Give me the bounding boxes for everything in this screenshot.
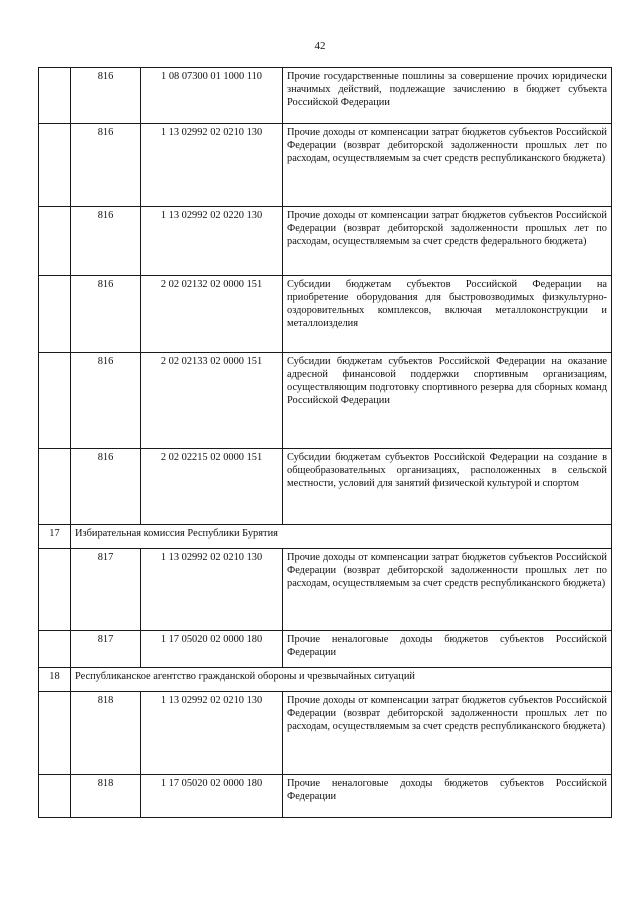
table-row [39,68,612,124]
row-number-cell [39,68,71,124]
admin-code-cell: 816 [71,449,141,525]
admin-code-cell: 816 [71,353,141,449]
budget-code-cell: 2 02 02132 02 0000 151 [141,276,283,353]
row-number-cell [39,692,71,775]
revenue-name-cell: Прочие государственные пошлины за совершение прочих юридически значимых действий, подлежащие зачислению в бюджет субъекта Российской Федерации [283,68,612,124]
table-row [39,692,612,775]
table-row [39,353,612,449]
row-number-cell [39,353,71,449]
admin-code-cell: 816 [71,276,141,353]
budget-code-cell: 1 13 02992 02 0220 130 [141,207,283,276]
row-number-cell [39,276,71,353]
revenue-name-cell: Субсидии бюджетам субъектов Российской Федерации на приобретение оборудования для быстровозводимых физкультурно-оздоровительных комплексов, включая металлоконструкции и металлоизделия [283,276,612,353]
row-number-cell [39,207,71,276]
budget-code-cell: 1 13 02992 02 0210 130 [141,549,283,631]
revenue-name-cell: Прочие доходы от компенсации затрат бюджетов субъектов Российской Федерации (возврат дебиторской задолженности прошлых лет по расходам, осуществляемым за счет средств федерального бюджета) [283,207,612,276]
revenue-name-cell: Прочие доходы от компенсации затрат бюджетов субъектов Российской Федерации (возврат дебиторской задолженности прошлых лет по расходам, осуществляемым за счет средств республиканского бюджета) [283,692,612,775]
admin-code-cell: 817 [71,631,141,668]
page-number: 42 [314,40,326,52]
budget-code-cell: 2 02 02215 02 0000 151 [141,449,283,525]
table-row [39,631,612,668]
table-row [39,124,612,207]
section-header-row [39,525,612,549]
row-number-cell [39,449,71,525]
admin-code-cell: 818 [71,692,141,775]
admin-code-cell: 818 [71,775,141,818]
row-number-cell [39,549,71,631]
budget-code-cell: 1 13 02992 02 0210 130 [141,124,283,207]
row-number-cell [39,631,71,668]
table-row [39,207,612,276]
table-row [39,449,612,525]
admin-code-cell: 817 [71,549,141,631]
revenue-name-cell: Субсидии бюджетам субъектов Российской Федерации на создание в общеобразовательных организациях, расположенных в сельской местности, условий для занятий физической культурой и спортом [283,449,612,525]
revenue-name-cell: Субсидии бюджетам субъектов Российской Федерации на оказание адресной финансовой поддержки спортивным организациям, осуществляющим подготовку спортивного резерва для сборных команд Российской Федерации [283,353,612,449]
row-number-cell [39,775,71,818]
revenue-name-cell: Прочие неналоговые доходы бюджетов субъектов Российской Федерации [283,631,612,668]
row-number-cell [39,124,71,207]
revenue-name-cell: Прочие доходы от компенсации затрат бюджетов субъектов Российской Федерации (возврат дебиторской задолженности прошлых лет по расходам, осуществляемым за счет средств республиканского бюджета) [283,549,612,631]
budget-code-cell: 2 02 02133 02 0000 151 [141,353,283,449]
section-number: 18 [39,668,71,692]
budget-code-cell: 1 17 05020 02 0000 180 [141,631,283,668]
section-title: Республиканское агентство гражданской обороны и чрезвычайных ситуаций [71,668,612,692]
revenue-name-cell: Прочие доходы от компенсации затрат бюджетов субъектов Российской Федерации (возврат дебиторской задолженности прошлых лет по расходам, осуществляемым за счет средств республиканского бюджета) [283,124,612,207]
section-header-row [39,668,612,692]
table-row [39,276,612,353]
table-row [39,775,612,818]
revenue-codes-table [38,67,612,818]
section-number: 17 [39,525,71,549]
admin-code-cell: 816 [71,207,141,276]
admin-code-cell: 816 [71,124,141,207]
budget-code-cell: 1 13 02992 02 0210 130 [141,692,283,775]
budget-code-cell: 1 17 05020 02 0000 180 [141,775,283,818]
section-title: Избирательная комиссия Республики Бурятия [71,525,612,549]
budget-code-cell: 1 08 07300 01 1000 110 [141,68,283,124]
table-row [39,549,612,631]
revenue-name-cell: Прочие неналоговые доходы бюджетов субъектов Российской Федерации [283,775,612,818]
admin-code-cell: 816 [71,68,141,124]
